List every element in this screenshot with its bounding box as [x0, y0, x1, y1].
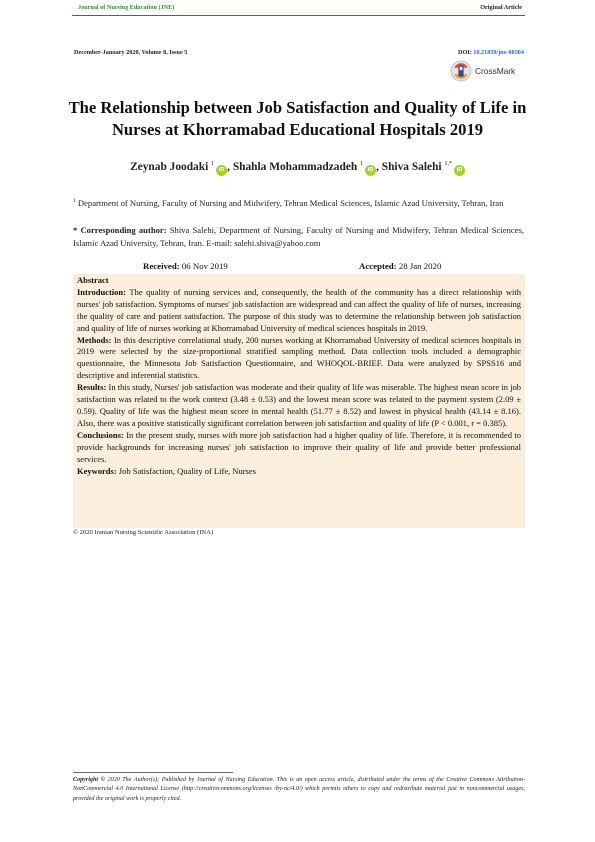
crossmark-label: CrossMark [475, 66, 516, 76]
abstract-heading: Abstract [77, 275, 109, 285]
author-affiliation-sup: 1,* [444, 161, 452, 167]
doi-line [458, 49, 524, 56]
article-title: The Relationship between Job Satisfaction and Quality of Life in Nurses at Khorramabad Educational Hospitals 2019 [68, 98, 527, 139]
section-label: Methods: [77, 334, 112, 345]
author-affiliation-sup: 1 [360, 161, 364, 167]
author-name: Shiva Salehi [381, 161, 442, 173]
affiliation [73, 195, 524, 209]
footnote-label: Copyright © [73, 777, 106, 783]
accepted-label: Accepted: [359, 261, 397, 271]
license-footnote [73, 776, 525, 804]
affiliation-sup: 1 [73, 198, 76, 204]
doi-label: DOI: [458, 49, 472, 56]
footnote-text: 2020 The Author(s); Published by Journal of Nursing Education. This is an open access article, distributed under the terms of the Creative Commons Attribution-NonCommercial 4.0 International License (http://creativecommons.org/licenses /by-nc/4.0/) which permits others to copy and redistribute material just in noncommercial usages, provided the original work is properly cited. [73, 777, 525, 802]
corresponding-author [73, 224, 524, 249]
abstract-results [77, 382, 521, 430]
abstract-methods [77, 335, 521, 383]
article-type: Original Article [480, 4, 522, 11]
corresponding-author-text: Shiva Salehi, Department of Nursing, Faculty of Nursing and Midwifery, Tehran Medical Sciences, Islamic Azad University, Tehran, Iran. E-mail: salehi.shiva@yahoo.com [73, 225, 524, 248]
issue-info: December-January 2020, Volume 8, Issue 5 [74, 49, 188, 56]
section-text: In this study, Nurses' job satisfaction was moderate and their quality of life was miserable. The highest mean score in job satisfaction was related to the work context (3.48 ± 0.53) and the lowest mean score was related to the payment system (2.09 ± 0.59). Quality of life was the highest mean score in mental health (51.77 ± 8.52) and lowest in physical health (43.14 ± 8.16). Also, there was a positive statistically significant correlation between job satisfaction and quality of life (P < 0.001, r = 0.385). [77, 382, 521, 428]
author-affiliation-sup: 1 [211, 161, 215, 167]
received-date [143, 261, 228, 271]
section-text: In the present study, nurses with more job satisfaction had a higher quality of life. Therefore, it is recommended to provide backgrounds for increasing nurses' job satisfaction to improve their quality of life and provide better professional services. [77, 429, 521, 464]
orcid-icon[interactable]: iD [454, 165, 465, 176]
crossmark-icon [450, 60, 472, 82]
received-value: 06 Nov 2019 [181, 261, 228, 271]
section-label: Introduction: [77, 286, 126, 297]
section-text: The quality of nursing services and, consequently, the health of the community has a direct relationship with nurses' job satisfaction. Symptoms of nurses' job satisfaction are widespread and can affect the quality of life of nurses, increasing the quality of care and patient satisfaction. The purpose of this study was to determine the relationship between job satisfaction and quality of life of nurses working at Khorramabad University of medical sciences hospitals in 2019. [77, 286, 521, 333]
abstract-content [77, 275, 521, 477]
crossmark-badge[interactable] [450, 60, 520, 82]
copyright-line: © 2020 Iranian Nursing Scientific Association (INA) [73, 529, 214, 536]
section-label: Results: [77, 382, 107, 393]
corresponding-author-label: * Corresponding author: [73, 225, 167, 235]
abstract-keywords [77, 466, 521, 478]
affiliation-text: Department of Nursing, Faculty of Nursing and Midwifery, Tehran Medical Sciences, Islamic Azad University, Tehran, Iran [77, 197, 504, 208]
accepted-date [359, 261, 441, 271]
header-rule [72, 15, 525, 16]
abstract-conclusions [77, 430, 521, 466]
orcid-icon[interactable]: iD [365, 165, 376, 176]
abstract-introduction [77, 287, 521, 335]
section-text: In this descriptive correlational study, 200 nurses working at Khorramabad University of medical sciences hospitals in 2019 were selected by the size-proportional stratified sampling method. Data collection tools included a demographic questionnaire, the Minnesota Job Satisfaction Questionnaire, and WHOQOL-BRIEF. Data were analyzed by SPSS16 and descriptive and inferential statistics. [77, 334, 521, 381]
author-name: Shahla Mohammadzadeh [232, 161, 358, 173]
abstract-box [73, 274, 525, 528]
author-list: Zeynab Joodaki $^1$iD , Shahla Mohammadzadeh $^1$iD , Shiva Salehi $^{1,*}$iD [40, 161, 555, 176]
orcid-icon[interactable]: iD [216, 165, 227, 176]
footer-rule [73, 772, 233, 773]
doi-link[interactable]: 10.21859/jne-08504 [473, 49, 524, 56]
author-name: Zeynab Joodaki [130, 161, 209, 173]
section-label: Keywords: [77, 465, 117, 476]
section-label: Conclusions: [77, 429, 124, 440]
keywords-text: Job Satisfaction, Quality of Life, Nurses [118, 465, 256, 476]
accepted-value: 28 Jan 2020 [398, 261, 442, 271]
received-label: Received: [143, 261, 180, 271]
journal-name: Journal of Nursing Education (JNE) [78, 4, 175, 11]
